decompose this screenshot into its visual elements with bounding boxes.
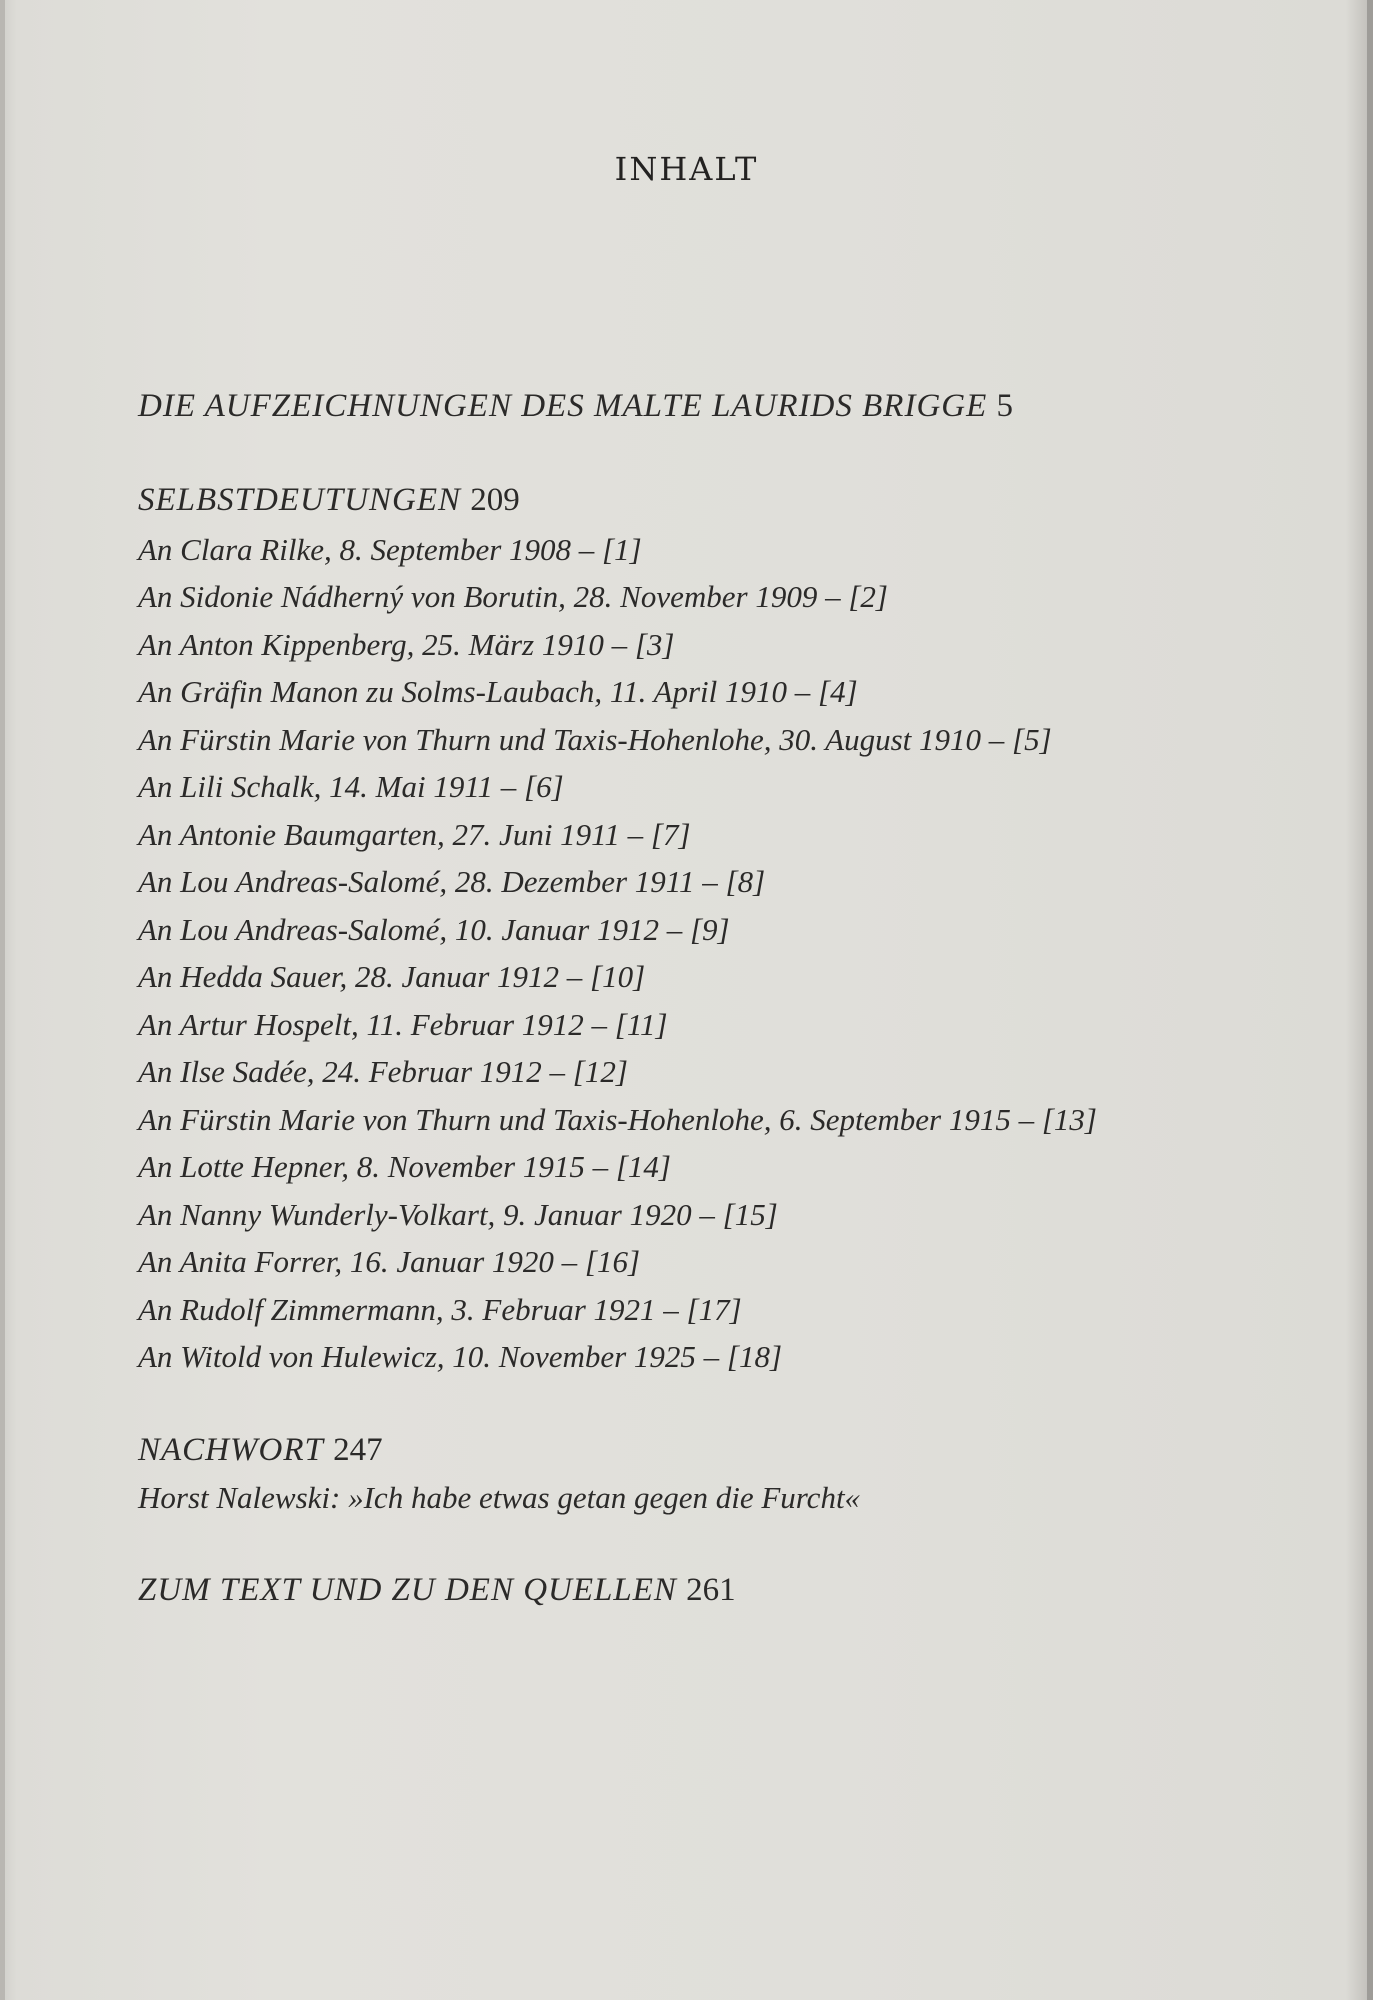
letter-entry: An Clara Rilke, 8. September 1908 – [1] [138, 532, 642, 567]
letter-entry: An Lou Andreas-Salomé, 28. Dezember 1911 – [8] [138, 864, 766, 899]
contents-heading: INHALT [614, 150, 759, 188]
section-title: SELBSTDEUTUNGEN [138, 482, 462, 518]
letter-entry: An Ilse Sadée, 24. Februar 1912 – [12] [138, 1054, 628, 1089]
page-gutter-edge [0, 0, 5, 2000]
letter-entry: An Rudolf Zimmermann, 3. Februar 1921 – [17] [138, 1292, 742, 1327]
section-title: DIE AUFZEICHNUNGEN DES MALTE LAURIDS BRIGGE [138, 388, 988, 424]
toc-section-nachwort [138, 1432, 383, 1469]
section-title: NACHWORT [138, 1432, 324, 1468]
letter-entry: An Anton Kippenberg, 25. März 1910 – [3] [138, 627, 675, 662]
letter-entry: An Nanny Wunderly-Volkart, 9. Januar 1920 – [15] [138, 1197, 778, 1232]
toc-section-selbstdeutungen [138, 482, 520, 519]
letter-entry: An Fürstin Marie von Thurn und Taxis-Hohenlohe, 30. August 1910 – [5] [138, 722, 1052, 757]
section-title: ZUM TEXT UND ZU DEN QUELLEN [138, 1572, 677, 1608]
letter-entry: An Artur Hospelt, 11. Februar 1912 – [11] [138, 1007, 668, 1042]
letter-entry: An Fürstin Marie von Thurn und Taxis-Hohenlohe, 6. September 1915 – [13] [138, 1102, 1097, 1137]
toc-section-aufzeichnungen [138, 388, 1013, 425]
nachwort-subtitle: Horst Nalewski: »Ich habe etwas getan gegen die Furcht« [138, 1480, 861, 1515]
letter-entry: An Lotte Hepner, 8. November 1915 – [14] [138, 1149, 671, 1184]
letter-entry: An Sidonie Nádherný von Borutin, 28. November 1909 – [2] [138, 579, 888, 614]
letter-entry: An Hedda Sauer, 28. Januar 1912 – [10] [138, 959, 646, 994]
toc-section-zum-text [138, 1572, 736, 1609]
letter-entry: An Lou Andreas-Salomé, 10. Januar 1912 – [9] [138, 912, 730, 947]
section-page-number: 247 [333, 1432, 383, 1468]
letter-entry: An Witold von Hulewicz, 10. November 1925 – [18] [138, 1339, 783, 1374]
section-page-number: 261 [686, 1572, 736, 1608]
letter-entry: An Anita Forrer, 16. Januar 1920 – [16] [138, 1244, 641, 1279]
page-outer-edge [1367, 0, 1373, 2000]
section-page-number: 209 [470, 482, 520, 518]
section-page-number: 5 [996, 388, 1014, 424]
letter-entry: An Antonie Baumgarten, 27. Juni 1911 – [7] [138, 817, 691, 852]
letter-entry: An Gräfin Manon zu Solms-Laubach, 11. April 1910 – [4] [138, 674, 858, 709]
letter-entry: An Lili Schalk, 14. Mai 1911 – [6] [138, 769, 564, 804]
